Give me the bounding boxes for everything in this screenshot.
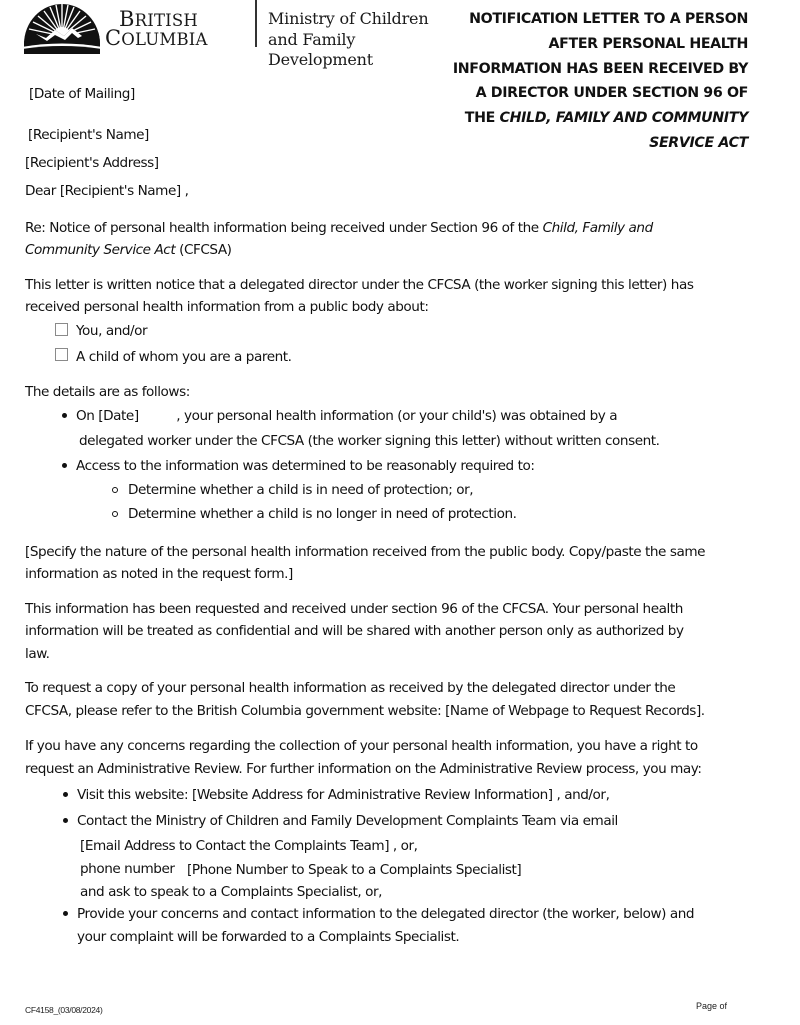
notice-line-1: This letter is written notice that a delegated director under the CFCSA (the worker signing this letter) has xyxy=(25,277,694,293)
concerns-bullet-contact: Contact the Ministry of Children and Family Development Complaints Team via email xyxy=(77,813,618,829)
details-bullet-1-line-2: delegated worker under the CFCSA (the worker signing this letter) without written consent. xyxy=(79,433,660,449)
logo-divider xyxy=(255,0,257,47)
recipient-name-field[interactable]: [Recipient's Name] xyxy=(28,127,149,143)
bc-sun-mountains-icon xyxy=(22,2,102,54)
circle-bullet-icon xyxy=(112,511,118,517)
concerns-bullet-provide: Provide your concerns and contact information to the delegated director (the worker, below) and xyxy=(77,906,695,922)
concerns-bullet-website[interactable]: Visit this website: [Website Address for Administrative Review Information] , and/or, xyxy=(77,787,610,803)
notice-line-2: received personal health information from a public body about: xyxy=(25,299,429,315)
bullet-icon xyxy=(62,413,67,418)
date-field[interactable]: [Date] xyxy=(98,408,139,424)
bullet-icon xyxy=(63,792,68,797)
request-copy-line-1: To request a copy of your personal health information as received by the delegated director under the xyxy=(25,680,676,696)
salutation[interactable]: Dear [Recipient's Name] , xyxy=(25,183,189,199)
details-sub-bullet-2: Determine whether a child is no longer in need of protection. xyxy=(128,506,517,522)
checkbox-child[interactable] xyxy=(55,348,68,361)
details-bullet-1: On [Date] , your personal health information (or your child's) was obtained by a xyxy=(76,405,617,427)
bullet-icon xyxy=(63,911,68,916)
recipient-address-field[interactable]: [Recipient's Address] xyxy=(25,155,159,171)
form-code: CF4158_(03/08/2024) xyxy=(25,1005,103,1015)
checkbox-child-label: A child of whom you are a parent. xyxy=(76,349,292,365)
bullet-icon xyxy=(63,818,68,823)
phone-number-field[interactable]: [Phone Number to Speak to a Complaints Specialist] xyxy=(187,862,522,878)
page-number: Page of xyxy=(696,1001,728,1011)
confidential-line-3: law. xyxy=(25,646,50,662)
circle-bullet-icon xyxy=(112,487,118,493)
complaints-email-field[interactable]: [Email Address to Contact the Complaints Team] , or, xyxy=(80,838,418,854)
concerns-line-2: request an Administrative Review. For further information on the Administrative Review process, you may: xyxy=(25,761,702,777)
request-copy-line-2[interactable]: CFCSA, please refer to the British Columbia government website: [Name of Webpage to Request Records]. xyxy=(25,703,705,719)
british-wordmark: BRITISH xyxy=(119,7,198,31)
bc-government-logo xyxy=(22,0,442,69)
ministry-name-line1: Ministry of Children xyxy=(268,9,429,28)
concerns-bullet-contact-line-4: and ask to speak to a Complaints Specialist, or, xyxy=(80,884,383,900)
specify-field-line-1[interactable]: [Specify the nature of the personal health information received from the public body. Copy/paste the same xyxy=(25,544,706,560)
details-sub-bullet-1: Determine whether a child is in need of protection; or, xyxy=(128,482,474,498)
checkbox-you-label: You, and/or xyxy=(76,323,148,339)
confidential-line-2: information will be treated as confidential and will be shared with another person only as authorized by xyxy=(25,623,684,639)
details-intro: The details are as follows: xyxy=(25,384,190,400)
document-title: NOTIFICATION LETTER TO A PERSON AFTER PERSONAL HEALTH INFORMATION HAS BEEN RECEIVED BY A DIRECTOR UNDER SECTION 96 OF THE CHILD, FAMILY AND COMMUNITY SERVICE ACT xyxy=(452,11,748,151)
checkbox-you[interactable] xyxy=(55,323,68,336)
concerns-bullet-provide-line-2: your complaint will be forwarded to a Complaints Specialist. xyxy=(77,929,460,945)
columbia-wordmark: COLUMBIA xyxy=(105,26,208,50)
confidential-line-1: This information has been requested and received under section 96 of the CFCSA. Your personal health xyxy=(25,601,683,617)
phone-number-label: phone number xyxy=(80,861,175,877)
re-line-1: Re: Notice of personal health information being received under Section 96 of the Child, Family and xyxy=(25,220,653,236)
re-line-2: Community Service Act (CFCSA) xyxy=(25,242,232,258)
specify-field-line-2[interactable]: information as noted in the request form.] xyxy=(25,566,293,582)
details-bullet-2: Access to the information was determined to be reasonably required to: xyxy=(76,458,535,474)
ministry-name-line2: and Family Development xyxy=(268,30,373,69)
concerns-line-1: If you have any concerns regarding the collection of your personal health information, you have a right to xyxy=(25,738,698,754)
date-of-mailing-field[interactable]: [Date of Mailing] xyxy=(29,86,135,102)
bullet-icon xyxy=(62,463,67,468)
